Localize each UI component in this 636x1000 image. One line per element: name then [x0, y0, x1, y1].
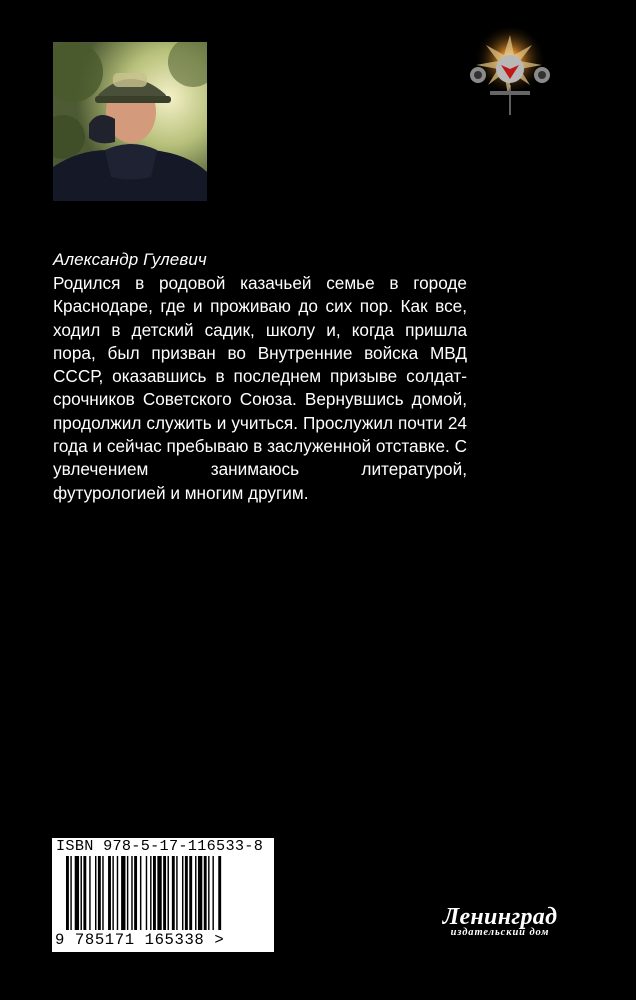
publisher-logo: [425, 905, 575, 938]
author-bio: Родился в родовой казачьей семье в городе Краснодаре, где и проживаю до сих пор. Как все, ходил в детский садик, школу и, когда пришла пора, был призван во Внутренние войска МВД СССР, оказавшись в последнем призыве солдат-срочников Советского Союза. Вернувшись домой, продолжил служить и учиться. Прослужил почти 24 года и сейчас пребываю в заслуженной отставке. С увлечением занимаюсь литературой, футурологией и многим другим.: [53, 273, 467, 503]
publisher-name: Ленинград: [442, 904, 558, 930]
author-photo: [53, 42, 207, 201]
publisher-series-logo: [452, 25, 564, 117]
isbn-label: ISBN 978-5-17-116533-8: [56, 837, 264, 855]
publisher-subtitle: издательский дом: [450, 927, 550, 938]
isbn-barcode: [52, 838, 274, 952]
author-name: Александр Гулевич: [53, 250, 207, 269]
ean-digits: 9 785171 165338 >: [55, 931, 225, 949]
barcode-bars: [52, 856, 274, 934]
